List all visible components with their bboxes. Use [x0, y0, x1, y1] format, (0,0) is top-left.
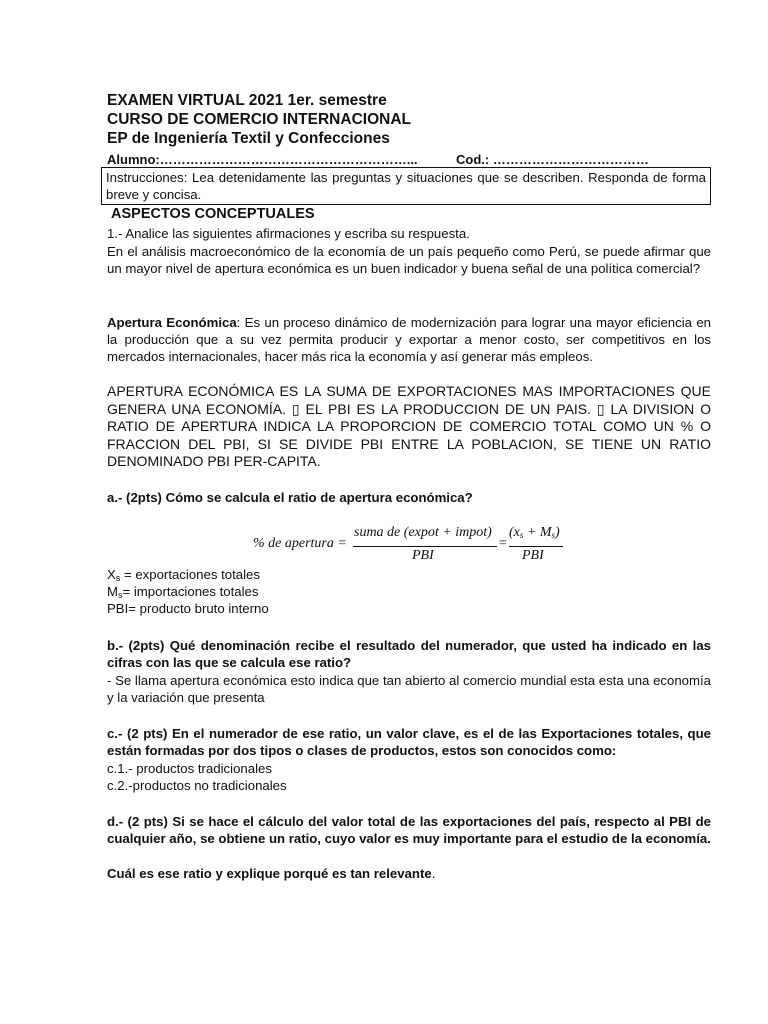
- formula-denominator-2: PBI: [522, 548, 544, 563]
- question-a: a.- (2pts) Cómo se calcula el ratio de apertura económica?: [107, 490, 473, 505]
- def-exports: $X_s$ = exportaciones totales: [107, 567, 260, 583]
- def-imports: $M_s=$ importaciones totales: [107, 584, 259, 600]
- course-title: CURSO DE COMERCIO INTERNACIONAL: [107, 111, 411, 128]
- question-d-followup: Cuál es ese ratio y explique porqué es tan relevante.: [107, 866, 436, 881]
- q1-prompt: 1.- Analice las siguientes afirmaciones y escriba su respuesta.: [107, 226, 470, 241]
- answer-c-item-2: c.2.-productos no tradicionales: [107, 778, 287, 793]
- question-c: c.- (2 pts) En el numerador de ese ratio, un valor clave, es el de las Exportaciones totales, que están formadas por dos tipos o clases de productos, estos son conocidos como:: [107, 726, 711, 758]
- formula-denominator-1: PBI: [412, 548, 434, 563]
- fraction-bar-2: [509, 546, 563, 547]
- q1-statement: En el análisis macroeconómico de la economía de un país pequeño como Perú, se puede afirmar que un mayor nivel de apertura económica es un buen indicador y buena señal de una política comercial?: [107, 244, 711, 276]
- question-d: d.- (2 pts) Si se hace el cálculo del valor total de las exportaciones del país, respecto al PBI de cualquier año, se obtiene un ratio, cuyo valor es muy importante para el estudio de la economía.: [107, 814, 711, 846]
- answer-b: - Se llama apertura económica esto indica que tan abierto al comercio mundial esta esta una economía y la variación que presenta: [107, 673, 711, 705]
- definition-term: Apertura Económica: [107, 315, 237, 330]
- code-field: Cod.: ………………………………: [456, 152, 649, 167]
- section-title: ASPECTOS CONCEPTUALES: [111, 206, 315, 222]
- formula-equals-2: =: [498, 536, 508, 551]
- formula-lhs: % de apertura =: [253, 536, 347, 551]
- def-pbi: PBI= producto bruto interno: [107, 601, 269, 616]
- caps-paragraph: APERTURA ECONÓMICA ES LA SUMA DE EXPORTACIONES MAS IMPORTACIONES QUE GENERA UNA ECONOMÍA. ▯ EL PBI ES LA PRODUCCION DE UN PAIS. ▯ LA DIVISION O RATIO DE APERTURA INDICA LA PROPORCION DE COMERCIO TOTAL COMO UN % O FRACCION DEL PBI, SI SE DIVIDE PBI ENTRE LA POBLACION, SE TIENE UN RATIO DENOMINADO PBI PER-CAPITA.: [107, 383, 711, 469]
- apertura-formula: [253, 522, 573, 572]
- definition-paragraph: [107, 314, 711, 365]
- student-field: Alumno:…………………………………………………...: [107, 152, 418, 167]
- fraction-bar-1: [353, 546, 497, 547]
- exam-title: EXAMEN VIRTUAL 2021 1er. semestre: [107, 92, 387, 109]
- instructions-box: Instrucciones: Lea detenidamente las preguntas y situaciones que se describen. Responda de forma breve y concisa.: [101, 167, 711, 205]
- school-title: EP de Ingeniería Textil y Confecciones: [107, 130, 390, 147]
- formula-numerator-2: $(x_s + M_s)$: [509, 525, 560, 540]
- formula-numerator-1: suma de (expot + impot): [354, 525, 492, 540]
- definition-text: : Es un proceso dinámico de modernización para lograr una mayor eficiencia en la producción que a su vez permita producir y exportar a menor costo, ser competitivos en los mercados internacionales, hacer más rica la economía y así generar más empleos.: [107, 315, 711, 364]
- question-b: b.- (2pts) Qué denominación recibe el resultado del numerador, que usted ha indicado en las cifras con las que se calcula ese ratio?: [107, 638, 711, 670]
- answer-c-item-1: c.1.- productos tradicionales: [107, 761, 272, 776]
